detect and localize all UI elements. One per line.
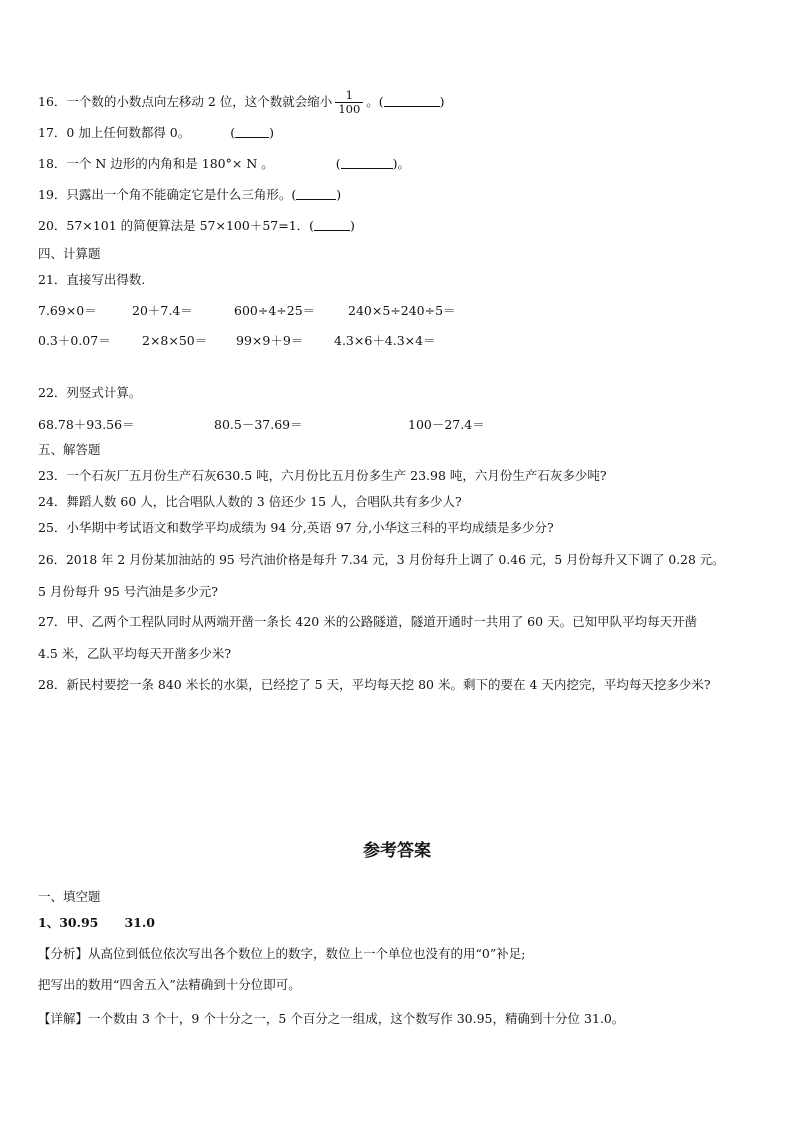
question-19-text: 19．只露出一个角不能确定它是什么三角形。( [38, 187, 297, 202]
question-18-paren-open: ( [335, 156, 341, 171]
calc-row-1 [38, 303, 758, 319]
question-17-paren-close: ) [269, 125, 275, 140]
question-24: 24．舞蹈人数 60 人，比合唱队人数的 3 倍还少 15 人，合唱队共有多少人? [38, 494, 462, 509]
question-16-paren-close: ) [439, 94, 445, 109]
answer-blank-19[interactable] [296, 187, 336, 200]
fraction-1-100 [335, 89, 363, 116]
question-21: 21．直接写出得数. [38, 272, 146, 287]
question-25: 25．小华期中考试语文和数学平均成绩为 94 分,英语 97 分,小华这三科的平均成绩是多少分? [38, 520, 554, 535]
analysis-line-1: 【分析】从高位到低位依次写出各个数位上的数字，数位上一个单位也没有的用“0”补足; [38, 946, 526, 961]
calc-item: 80.5－37.69＝ [214, 417, 303, 432]
answer-1: 1、30.95 31.0 [38, 915, 155, 930]
question-27-line-2: 4.5 米，乙队平均每天开凿多少米? [38, 646, 232, 661]
calc-item: 0.3＋0.07＝ [38, 333, 111, 348]
question-17-text: 17．0 加上任何数都得 0。 [38, 125, 191, 140]
calc-row-3 [38, 417, 758, 433]
question-17-paren-open: ( [230, 125, 236, 140]
question-19 [38, 187, 341, 203]
answer-blank-17[interactable] [235, 125, 269, 138]
answers-section-1-title: 一、填空题 [38, 889, 101, 904]
question-16-paren-open: 。( [366, 94, 384, 109]
answer-blank-18[interactable] [341, 156, 393, 169]
question-26-line-2: 5 月份每升 95 号汽油是多少元? [38, 584, 218, 599]
calc-item: 20＋7.4＝ [132, 303, 193, 318]
calc-item: 7.69×0＝ [38, 303, 97, 318]
section-5-title: 五、解答题 [38, 442, 101, 457]
answers-heading: 参考答案 [363, 841, 431, 861]
question-23: 23．一个石灰厂五月份生产石灰630.5 吨，六月份比五月份多生产 23.98 吨，六月份生产石灰多少吨? [38, 468, 607, 483]
calc-item: 4.3×6＋4.3×4＝ [334, 333, 436, 348]
analysis-line-2: 把写出的数用“四舍五入”法精确到十分位即可。 [38, 977, 301, 992]
question-20-paren-close: ) [350, 218, 355, 233]
calc-item: 240×5÷240÷5＝ [348, 303, 456, 318]
question-17 [38, 125, 274, 141]
question-20-text: 20．57×101 的简便算法是 57×100＋57=1．( [38, 218, 315, 233]
fraction-numerator: 1 [345, 88, 353, 102]
answer-blank-16[interactable] [384, 94, 440, 107]
question-16 [38, 89, 445, 116]
calc-item: 600÷4÷25＝ [234, 303, 316, 318]
question-28: 28．新民村要挖一条 840 米长的水渠，已经挖了 5 天，平均每天挖 80 米。剩下的要在 4 天内挖完，平均每天挖多少米? [38, 677, 711, 692]
detail-line: 【详解】一个数由 3 个十，9 个十分之一，5 个百分之一组成，这个数写作 30.95，精确到十分位 31.0。 [38, 1011, 625, 1026]
question-26-line-1: 26．2018 年 2 月份某加油站的 95 号汽油价格是每升 7.34 元，3 月份每升上调了 0.46 元，5 月份每升又下调了 0.28 元。 [38, 553, 725, 567]
question-16-text: 16．一个数的小数点向左移动 2 位，这个数就会缩小 [38, 94, 333, 109]
calc-item: 100－27.4＝ [408, 417, 485, 432]
section-4-title: 四、计算题 [38, 246, 101, 261]
fraction-denominator: 100 [335, 102, 363, 116]
question-18 [38, 156, 410, 172]
calc-item: 68.78＋93.56＝ [38, 417, 135, 432]
calc-row-2 [38, 333, 758, 349]
question-22: 22．列竖式计算。 [38, 385, 142, 400]
question-19-paren-close: ) [336, 187, 342, 202]
calc-item: 99×9＋9＝ [236, 333, 304, 348]
question-18-text: 18．一个 N 边形的内角和是 180°× N 。 [38, 156, 274, 171]
question-20 [38, 218, 355, 234]
question-27-line-1: 27．甲、乙两个工程队同时从两端开凿一条长 420 米的公路隧道，隧道开通时一共用了 60 天。已知甲队平均每天开凿 [38, 614, 698, 629]
question-18-paren-close: )。 [392, 156, 411, 171]
answer-blank-20[interactable] [314, 218, 350, 231]
calc-item: 2×8×50＝ [142, 333, 208, 348]
